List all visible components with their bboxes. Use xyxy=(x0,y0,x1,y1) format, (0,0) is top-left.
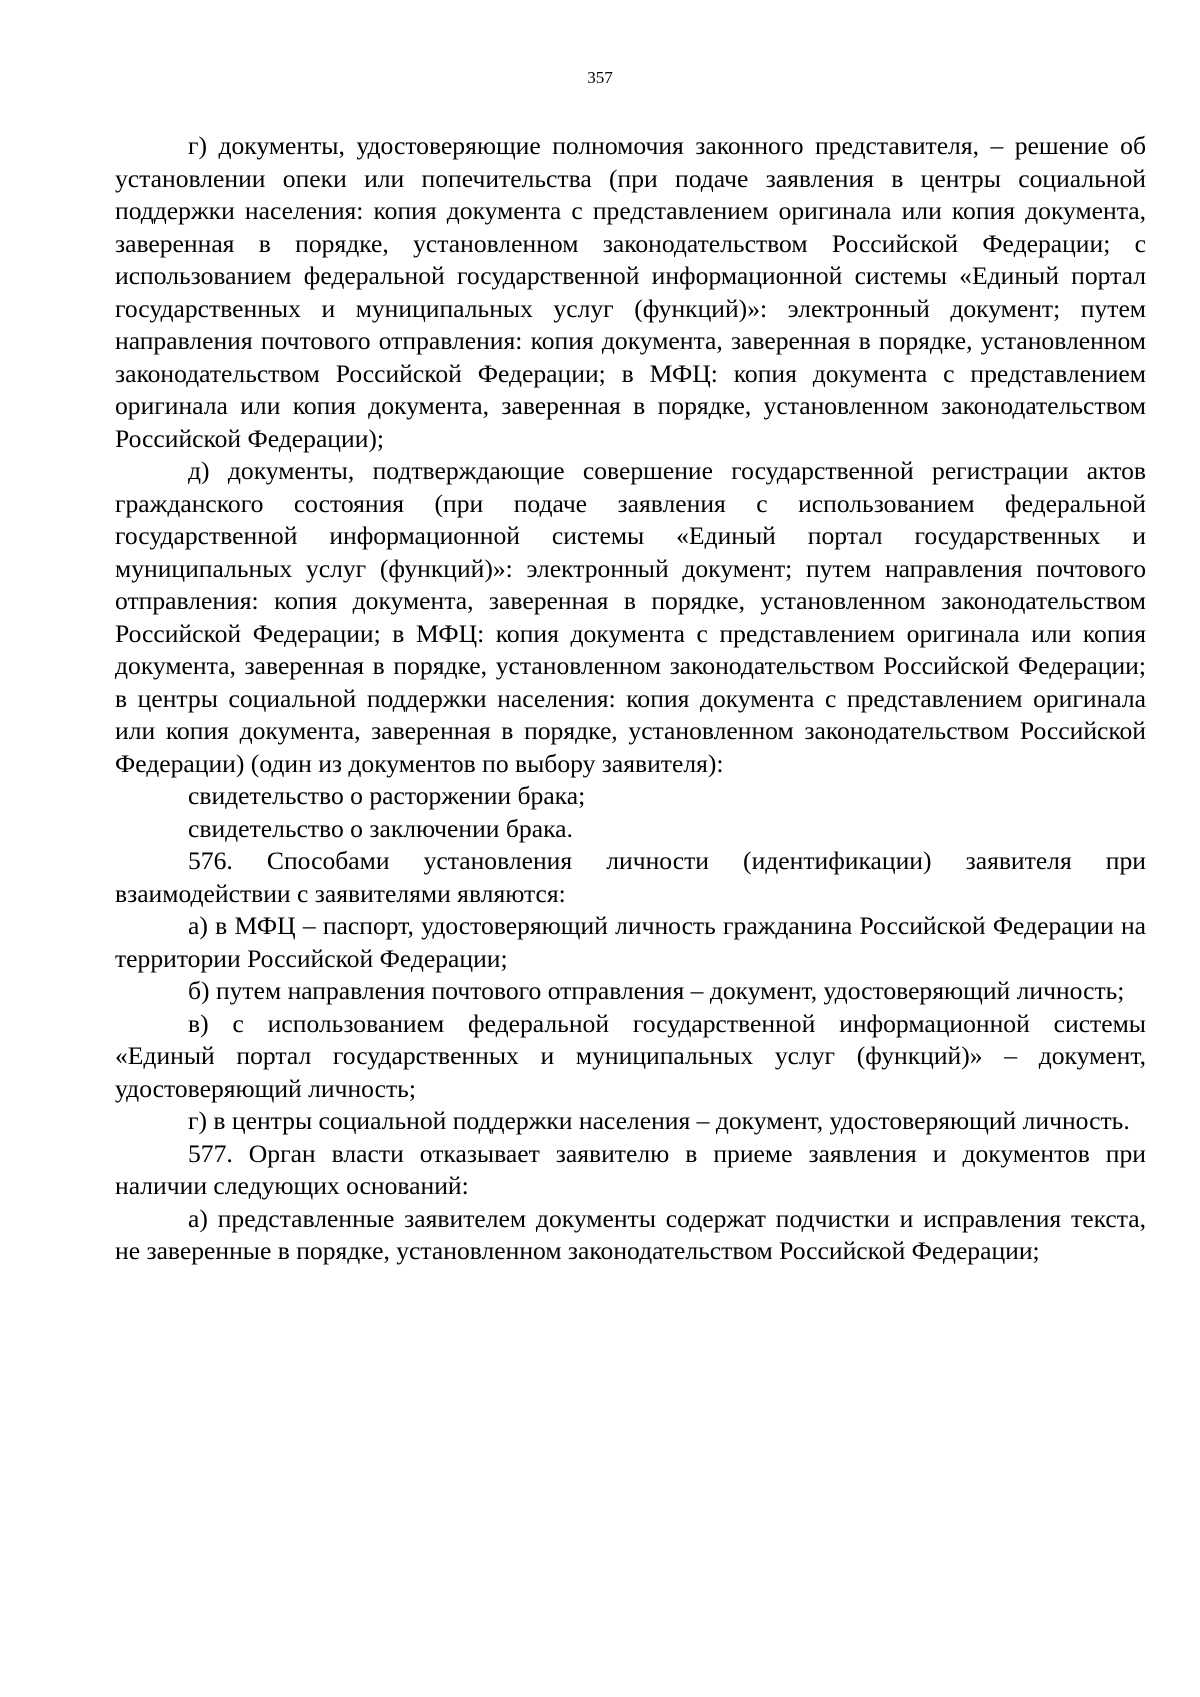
paragraph-divorce-certificate: свидетельство о расторжении брака; xyxy=(188,781,586,810)
paragraph-576-identification-methods: 576. Способами установления личности (идентификации) заявителя при взаимодействии с заявителями являются: xyxy=(115,846,1146,908)
paragraph-576-item-b: б) путем направления почтового отправления – документ, удостоверяющий личность; xyxy=(188,976,1125,1005)
paragraph-marriage-certificate: свидетельство о заключении брака. xyxy=(188,813,573,843)
document-body xyxy=(115,130,1146,1268)
page-number: 357 xyxy=(587,68,613,87)
paragraph-item-d-civil-status-documents: д) документы, подтверждающие совершение государственной регистрации актов гражданского состояния (при подаче заявления с использованием федеральной государственной информационной системы «Единый портал государственных и муниципальных услуг (функций)»: электронный документ; путем направления почтового отправления: копия документа, заверенная в порядке, установленном законодательством Российской Федерации; в МФЦ: копия документа с представлением оригинала или копия документа, заверенная в порядке, установленном законодательством Российской Федерации; в центры социальной поддержки населения: копия документа с представлением оригинала или копия документа, заверенная в порядке, установленном законодательством Российской Федерации) (один из документов по выбору заявителя): xyxy=(115,456,1146,778)
paragraph-item-g-representative-documents: г) документы, удостоверяющие полномочия законного представителя, – решение об установлении опеки или попечительства (при подаче заявления в центры социальной поддержки населения: копия документа с представлением оригинала или копия документа, заверенная в порядке, установленном законодательством Российской Федерации; с использованием федеральной государственной информационной системы «Единый портал государственных и муниципальных услуг (функций)»: электронный документ; путем направления почтового отправления: копия документа, заверенная в порядке, установленном законодательством Российской Федерации; в МФЦ: копия документа с представлением оригинала или копия документа, заверенная в порядке, установленном законодательством Российской Федерации); xyxy=(115,131,1146,453)
paragraph-577-refusal-grounds: 577. Орган власти отказывает заявителю в приеме заявления и документов при наличии следующих оснований: xyxy=(115,1138,1146,1200)
paragraph-576-item-g: г) в центры социальной поддержки населения – документ, удостоверяющий личность. xyxy=(188,1106,1130,1135)
paragraph-576-item-v: в) с использованием федеральной государственной информационной системы «Единый портал государственных и муниципальных услуг (функций)» – документ, удостоверяющий личность; xyxy=(115,1008,1146,1103)
paragraph-576-item-a: а) в МФЦ – паспорт, удостоверяющий личность гражданина Российской Федерации на территории Российской Федерации; xyxy=(115,911,1146,973)
paragraph-577-item-a: а) представленные заявителем документы содержат подчистки и исправления текста, не заверенные в порядке, установленном законодательством Российской Федерации; xyxy=(115,1203,1146,1265)
